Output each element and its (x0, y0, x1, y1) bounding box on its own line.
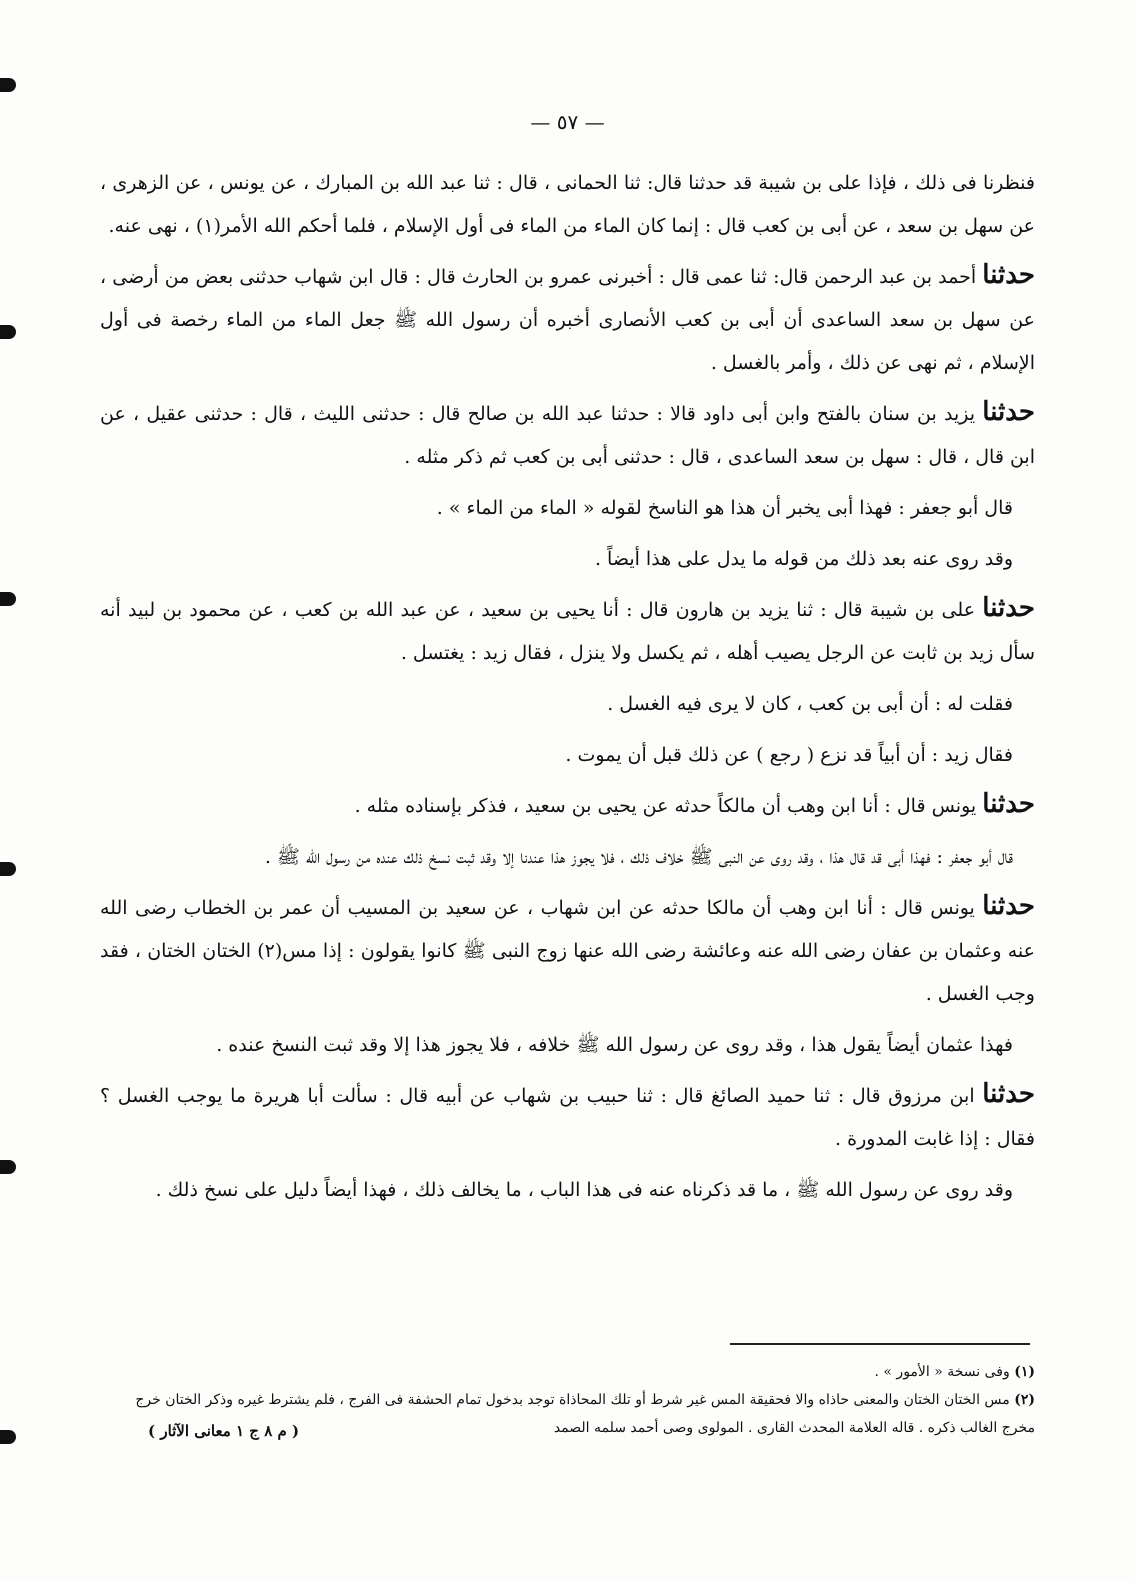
paragraph-text: قال أبو جعفر : فهذا أبى قد قال هذا ، وقد روى عن النبى ﷺ خلاف ذلك ، فلا يجوز هذا عندنا إلا وقد ثبت نسخ ذلك عنده من رسول الله ﷺ . (264, 846, 1013, 868)
volume-signature: ( م ٨ ج ١ معانى الآثار ) (148, 1422, 300, 1440)
footnote-number: (١) (1014, 1364, 1035, 1380)
paragraph-text: ابن مرزوق قال : ثنا حميد الصائغ قال : ثنا حبيب بن شهاب عن أبيه قال : سألت أبا هريرة ما يوجب الغسل ؟ فقال : إذا غابت المدورة . (100, 1085, 1035, 1150)
footnote-divider (730, 1343, 1030, 1345)
paragraph-text: فهذا عثمان أيضاً يقول هذا ، وقد روى عن رسول الله ﷺ خلافه ، فلا يجوز هذا إلا وقد ثبت النسخ عنده . (216, 1034, 1013, 1056)
paragraph-text: وقد روى عن رسول الله ﷺ ، ما قد ذكرناه عنه فى هذا الباب ، ما يخالف ذلك ، فهذا أيضاً دليل على نسخ ذلك . (155, 1179, 1013, 1201)
paragraph-text: يزيد بن سنان بالفتح وابن أبى داود قالا : حدثنا عبد الله بن صالح قال : حدثنى الليث ، قال : حدثنى عقيل ، عن ابن قال ، قال : سهل بن سعد الساعدى ، قال : حدثنى أبى بن كعب ثم ذكر مثله . (100, 403, 1035, 468)
paragraph (100, 254, 1035, 385)
paragraph-text: فقال زيد : أن أبياً قد نزع ( رجع ) عن ذلك قبل أن يموت . (565, 744, 1013, 766)
binding-hole-mark (0, 78, 16, 92)
hadith-lead-word: حدثنا (982, 891, 1036, 921)
paragraph (100, 160, 1035, 248)
paragraph (100, 1022, 1035, 1067)
footnote (100, 1358, 1035, 1386)
hadith-lead-word: حدثنا (982, 593, 1035, 623)
hadith-lead-word: حدثنا (982, 260, 1035, 290)
paragraph (100, 536, 1035, 581)
main-text (100, 160, 1035, 1218)
paragraph (100, 885, 1035, 1016)
binding-hole-mark (0, 592, 16, 606)
footnote-text: مس الختان الختان والمعنى حاذاه والا فحقيقة المس غير شرط أو تلك المحاذاة توجد بدخول تمام الحشفة فى الفرج ، فلم يشترط غيره وذكر الختان خرج مخرج الغالب ذكره . قاله العلامة المحدث القارى . المولوى وصى أحمد سلمه الصمد (135, 1392, 1035, 1436)
paragraph-text: وقد روى عنه بعد ذلك من قوله ما يدل على هذا أيضاً . (594, 548, 1013, 570)
paragraph-text: أحمد بن عبد الرحمن قال: ثنا عمى قال : أخبرنى عمرو بن الحارث قال : قال ابن شهاب حدثنى بعض من أرضى ، عن سهل بن سعد الساعدى أن أبى بن كعب الأنصارى أخبره أن رسول الله ﷺ جعل الماء من الماء رخصة فى أول الإسلام ، ثم نهى عن ذلك ، وأمر بالغسل . (100, 266, 1035, 374)
footnote-number: (٢) (1014, 1392, 1035, 1408)
paragraph (100, 587, 1035, 675)
paragraph (100, 1167, 1035, 1212)
paragraph (100, 391, 1035, 479)
paragraph (100, 732, 1035, 777)
binding-hole-mark (0, 325, 16, 339)
hadith-lead-word: حدثنا (982, 1079, 1035, 1109)
paragraph (100, 485, 1035, 530)
footnote-text: وفى نسخة « الأمور » . (874, 1364, 1010, 1380)
paragraph-text: فنظرنا فى ذلك ، فإذا على بن شيبة قد حدثنا قال: ثنا الحمانى ، قال : ثنا عبد الله بن المبارك ، عن يونس ، عن الزهرى ، عن سهل بن سعد ، عن أبى بن كعب قال : إنما كان الماء من الماء فى أول الإسلام ، فلما أحكم الله الأمر(١) ، نهى عنه. (100, 172, 1035, 237)
paragraph (100, 783, 1035, 828)
paragraph-text: يونس قال : أنا ابن وهب أن مالكاً حدثه عن يحيى بن سعيد ، فذكر بإسناده مثله . (354, 795, 977, 817)
binding-hole-mark (0, 1430, 16, 1444)
hadith-lead-word: حدثنا (982, 397, 1036, 427)
paragraph (100, 1073, 1035, 1161)
binding-hole-mark (0, 1160, 16, 1174)
binding-hole-mark (0, 862, 16, 876)
hadith-lead-word: حدثنا (982, 789, 1035, 819)
paragraph (100, 681, 1035, 726)
paragraph-text: على بن شيبة قال : ثنا يزيد بن هارون قال : أنا يحيى بن سعيد ، عن عبد الله بن كعب ، عن محمود بن لبيد أنه سأل زيد بن ثابت عن الرجل يصيب أهله ، ثم يكسل ولا ينزل ، فقال زيد : يغتسل . (100, 599, 1035, 664)
paragraph-text: يونس قال : أنا ابن وهب أن مالكا حدثه عن ابن شهاب ، عن سعيد بن المسيب أن عمر بن الخطاب رضى الله عنه وعثمان بن عفان رضى الله عنه وعائشة رضى الله عنها زوج النبى ﷺ كانوا يقولون : إذا مس(٢) الختان الختان ، فقد وجب الغسل . (100, 897, 1035, 1005)
paragraph (100, 834, 1035, 879)
paragraph-text: فقلت له : أن أبى بن كعب ، كان لا يرى فيه الغسل . (607, 693, 1013, 715)
page-number: — ٥٧ — (530, 110, 605, 134)
paragraph-text: قال أبو جعفر : فهذا أبى يخبر أن هذا هو الناسخ لقوله « الماء من الماء » . (436, 497, 1013, 519)
